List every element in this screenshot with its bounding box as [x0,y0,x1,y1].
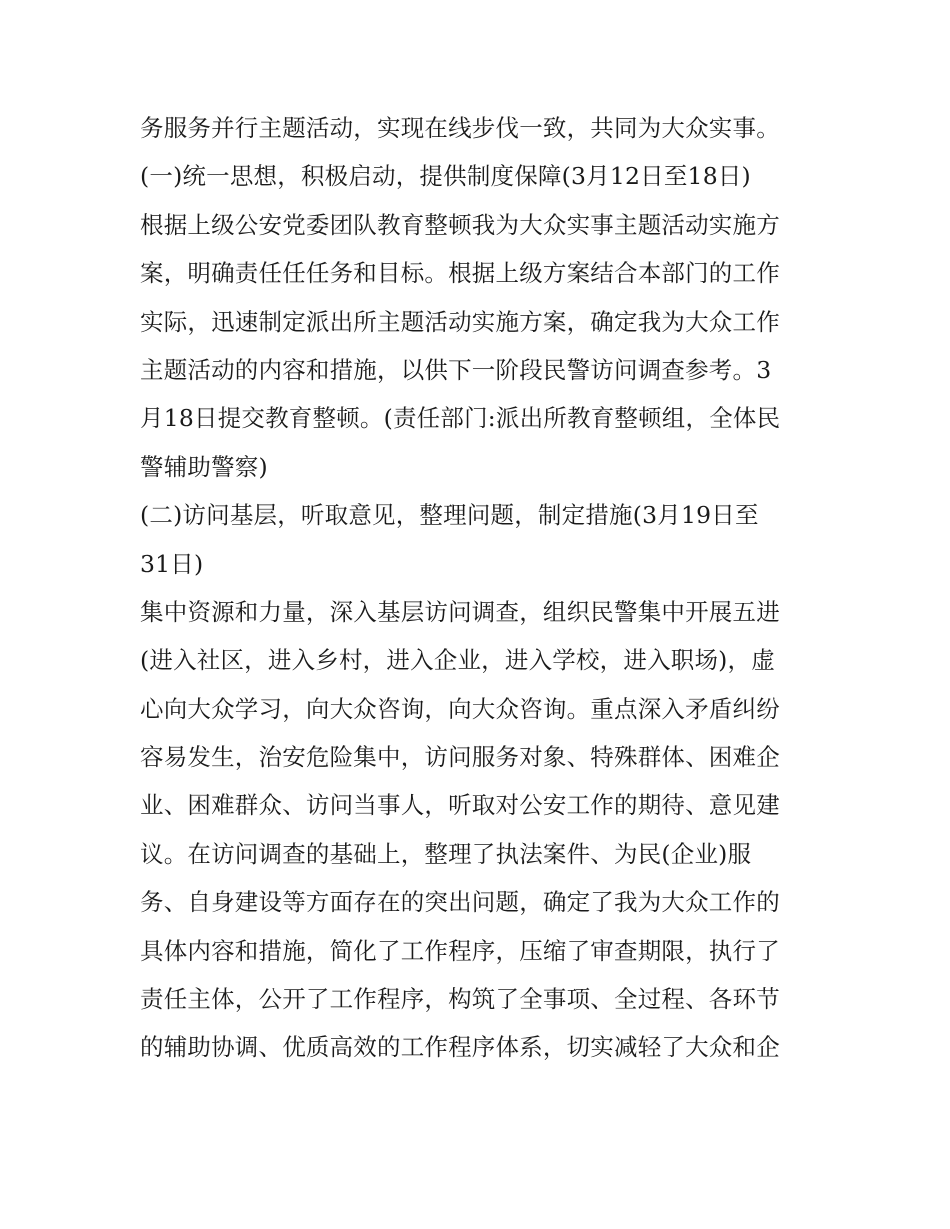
text-line: 容易发生，治安危险集中，访问服务对象、特殊群体、困难企 [140,743,780,772]
text-line: 议。在访问调查的基础上，整理了执法案件、为民(企业)服 [140,839,752,868]
text-line: 务、自身建设等方面存在的突出问题，确定了我为大众工作的 [140,888,780,917]
text-line: 实际，迅速制定派出所主题活动实施方案，确定我为大众工作 [140,307,780,336]
section-heading: (二)访问基层，听取意见，整理问题，制定措施(3月19日至 [140,501,759,530]
text-line: 务服务并行主题活动，实现在线步伐一致，共同为大众实事。 [140,114,780,142]
section-heading: (一)统一思想，积极启动，提供制度保障(3月12日至18日) [140,162,751,191]
document-body [140,104,820,1072]
text-line: 集中资源和力量，深入基层访问调查，组织民警集中开展五进 [140,597,780,626]
text-line: 业、困难群众、访问当事人，听取对公安工作的期待、意见建 [140,791,780,820]
section-heading: 31日) [140,549,204,578]
text-line: (进入社区，进入乡村，进入企业，进入学校，进入职场)，虚 [140,646,775,675]
text-line: 的辅助协调、优质高效的工作程序体系，切实减轻了大众和企 [140,1033,780,1062]
text-line: 主题活动的内容和措施，以供下一阶段民警访问调查参考。3 [140,355,772,384]
text-line: 具体内容和措施，简化了工作程序，压缩了审查期限，执行了 [140,936,780,965]
text-line: 月18日提交教育整顿。(责任部门:派出所教育整顿组，全体民 [140,404,781,433]
text-line: 根据上级公安党委团队教育整顿我为大众实事主题活动实施方 [140,210,780,239]
text-line: 心向大众学习，向大众咨询，向大众咨询。重点深入矛盾纠纷 [140,694,780,723]
text-line: 案，明确责任任任务和目标。根据上级方案结合本部门的工作 [140,259,780,288]
text-line: 警辅助警察) [140,452,268,481]
text-line: 责任主体，公开了工作程序，构筑了全事项、全过程、各环节 [140,985,780,1014]
